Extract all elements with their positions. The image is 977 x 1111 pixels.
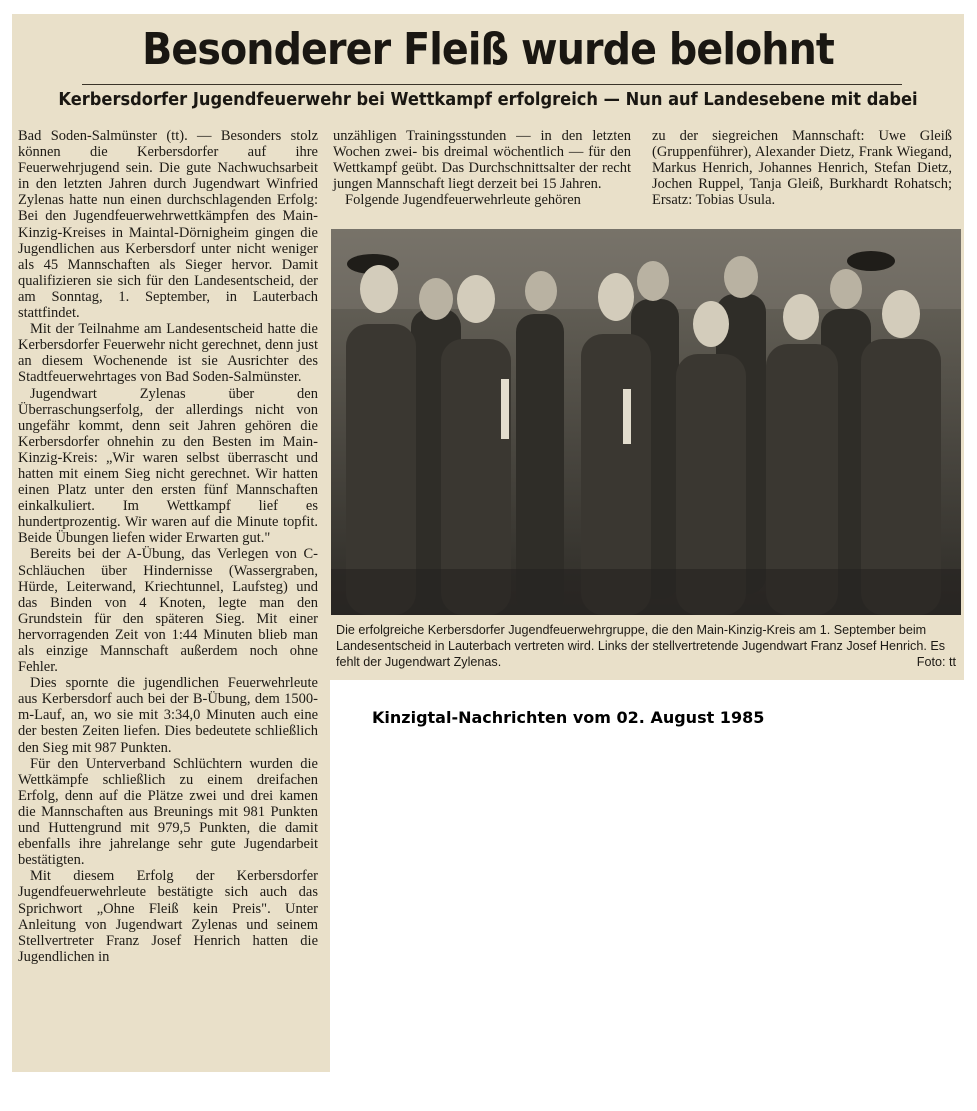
photo-caption bbox=[336, 622, 956, 670]
team-photo-image bbox=[331, 229, 961, 615]
headline: Besonderer Fleiß wurde belohnt bbox=[142, 24, 834, 75]
article-column-3 bbox=[652, 128, 952, 208]
paragraph: Bad Soden-Salmünster (tt). — Besonders stolz können die Kerbersdorfer auf ihre Feuerwehrjugend sein. Die gute Nachwuchsarbeit in den letzten Jahren durch Jugendwart Winfried Zylenas hatte nun einen durchschlagenden Erfolg: Bei den Jugendfeuerwehrwettkämpfen des Main-Kinzig-Kreises in Maintal-Dörnigheim gingen die Jugendlichen aus Kerbersdorf unter nicht weniger als 45 Mannschaften als Sieger hervor. Damit qualifizieren sie sich für den Landesentscheid, der am Sonntag, 1. September, in Lauterbach stattfindet. bbox=[18, 128, 318, 322]
paragraph: Für den Unterverband Schlüchtern wurden die Wettkämpfe schließlich zu einem dreifachen Erfolg, denn auf die Plätze zwei und drei kamen die Mannschaften aus Breunings mit 981 Punkten und Huttengrund mit 979,5 Punkten, die damit ebenfalls ihre jahrelange sehr gute Jugendarbeit bestätigten. bbox=[18, 755, 318, 869]
paragraph: unzähligen Trainingsstunden — in den letzten Wochen zwei- bis dreimal wöchentlich — für den Wettkampf geübt. Das Durchschnittsalter der recht jungen Mannschaft liegt derzeit bei 15 Jahren. bbox=[333, 128, 631, 193]
paragraph: Mit diesem Erfolg der Kerbersdorfer Jugendfeuerwehrleute bestätigte sich auch das Sprichwort „Ohne Fleiß kein Preis". Unter Anleitung von Jugendwart Zylenas und seinem Stellvertreter Franz Josef Henrich hatten die Jugendlichen in bbox=[18, 868, 318, 965]
paragraph: Bereits bei der A-Übung, das Verlegen von C-Schläuchen über Hindernisse (Wassergraben, Hürde, Leiterwand, Kriechtunnel, Laufsteg) und das Binden von 4 Knoten, legte man den Grundstein für den späteren Sieg. Mit einer hervorragenden Zeit von 1:44 Minuten blieb man als einzige Mannschaft außerdem noch ohne Fehler. bbox=[18, 546, 318, 676]
subheadline: Kerbersdorfer Jugendfeuerwehr bei Wettkampf erfolgreich — Nun auf Landesebene mit dabei bbox=[58, 90, 918, 110]
paragraph: Folgende Jugendfeuerwehrleute gehören bbox=[345, 192, 581, 209]
paragraph: zu der siegreichen Mannschaft: Uwe Gleiß (Gruppenführer), Alexander Dietz, Frank Wiegand, Markus Henrich, Johannes Henrich, Stefan Dietz, Jochen Ruppel, Tanja Gleiß, Burkhardt Rohatsch; Ersatz: Tobias Usula. bbox=[652, 128, 952, 209]
photo-caption-text: Die erfolgreiche Kerbersdorfer Jugendfeuerwehrgruppe, die den Main-Kinzig-Kreis am 1. September beim Landesentscheid in Lauterbach vertreten wird. Links der stellvertretende Jugendwart Franz Josef Henrich. Es fehlt der Jugendwart Zylenas. bbox=[336, 623, 946, 669]
article-column-1 bbox=[18, 128, 318, 965]
paragraph: Jugendwart Zylenas über den Überraschungserfolg, der allerdings nicht von ungefähr kommt, denn seit Jahren gehören die Kerbersdorfer ohnehin zu den Besten im Main-Kinzig-Kreis: „Wir waren selbst überrascht und hatten mit einem Sieg nicht gerechnet. Wir hatten einen Platz unter den ersten fünf Mannschaften einkalkuliert. Im Wettkampf lief es hundertprozentig. Wir waren auf die Minute topfit. Beide Übungen liefen wider Erwarten gut." bbox=[18, 385, 318, 547]
article-column-2 bbox=[333, 128, 631, 208]
paragraph: Dies spornte die jugendlichen Feuerwehrleute aus Kerbersdorf auch bei der B-Übung, dem 1500-m-Lauf, an, wo sie mit 3:34,0 Minuten auch eine der besten Zeiten liefen. Dies bedeutete schließlich den Sieg mit 987 Punkten. bbox=[18, 675, 318, 756]
source-note: Kinzigtal-Nachrichten vom 02. August 1985 bbox=[372, 708, 765, 727]
team-photo bbox=[331, 229, 961, 615]
paragraph: Mit der Teilnahme am Landesentscheid hatte die Kerbersdorfer Feuerwehr nicht gerechnet, denn just an diesem Wochenende ist sie Ausrichter des Stadtfeuerwehrtages von Bad Soden-Salmünster. bbox=[18, 321, 318, 386]
headline-divider bbox=[82, 84, 902, 85]
photo-credit: Foto: tt bbox=[916, 655, 956, 669]
